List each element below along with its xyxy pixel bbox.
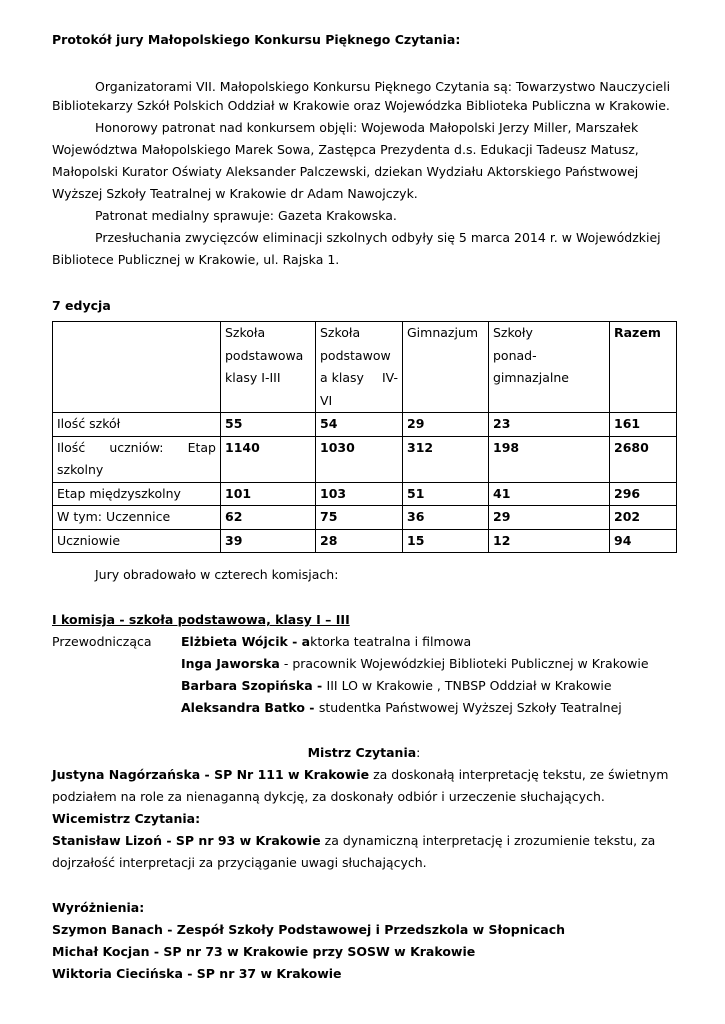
text-line: Przesłuchania zwycięzców eliminacji szkolnych odbyły się 5 marca 2014 r. w Wojewódzkiej — [95, 230, 661, 245]
cell-value: 198 — [489, 436, 610, 482]
cell-value: 39 — [221, 529, 316, 553]
table-header-row — [53, 322, 677, 413]
cell-value: 12 — [489, 529, 610, 553]
header-cell-total: Razem — [610, 322, 677, 413]
intro-paragraph-1 — [95, 76, 676, 98]
cell-value: 54 — [316, 413, 403, 437]
cell-value: 51 — [403, 482, 489, 506]
media-patron-line: Patronat medialny sprawuje: Gazeta Krakowska. — [95, 208, 397, 223]
jury-member: Elżbieta Wójcik - aktorka teatralna i filmowa — [181, 634, 472, 649]
commission-role: Przewodnicząca — [52, 634, 152, 649]
cell-value: 296 — [610, 482, 677, 506]
table-row — [53, 529, 677, 553]
cell-value: 23 — [489, 413, 610, 437]
table-row — [53, 436, 677, 482]
row-label: Uczniowie — [53, 529, 221, 553]
cell-value: 28 — [316, 529, 403, 553]
wyroznienia-heading: Wyróżnienia: — [52, 900, 145, 915]
cell-value: 312 — [403, 436, 489, 482]
text-line: Honorowy patronat nad konkursem objęli: Wojewoda Małopolski Jerzy Miller, Marszałek — [95, 120, 639, 135]
text-line: Małopolski Kurator Oświaty Aleksander Palczewski, dziekan Wydziału Aktorskiego Państwowej — [52, 164, 639, 179]
header-cell-primary-1-3: Szkoła podstawowa klasy I-III — [221, 322, 316, 413]
wicemistrz-line-1: Stanisław Lizoń - SP nr 93 w Krakowie za dynamiczną interpretację i zrozumienie tekstu, za — [52, 833, 656, 848]
cell-value: 41 — [489, 482, 610, 506]
cell-value: 202 — [610, 506, 677, 530]
page-title: Protokół jury Małopolskiego Konkursu Pięknego Czytania: — [52, 32, 461, 47]
commission-heading: I komisja - szkoła podstawowa, klasy I – III — [52, 612, 350, 627]
mistrz-line-2: podziałem na role za nienaganną dykcję, za doskonały odbiór i urzeczenie słuchających. — [52, 789, 605, 804]
jury-member: Aleksandra Batko - studentka Państwowej Wyższej Szkoły Teatralnej — [181, 700, 622, 715]
cell-value: 1030 — [316, 436, 403, 482]
header-cell-secondary: Szkoły ponad- gimnazjalne — [489, 322, 610, 413]
cell-value: 94 — [610, 529, 677, 553]
cell-value: 15 — [403, 529, 489, 553]
cell-value: 29 — [403, 413, 489, 437]
text-line: Bibliotece Publicznej w Krakowie, ul. Rajska 1. — [52, 252, 340, 267]
mistrz-heading: Mistrz Czytania: — [307, 745, 421, 760]
list-item: Szymon Banach - Zespół Szkoły Podstawowej i Przedszkola w Słopnicach — [52, 922, 566, 937]
header-cell-gimnazjum: Gimnazjum — [403, 322, 489, 413]
cell-value: 1140 — [221, 436, 316, 482]
row-label: Ilość uczniów: Etap szkolny — [53, 436, 221, 482]
wicemistrz-heading: Wicemistrz Czytania: — [52, 811, 201, 826]
row-label: Ilość szkół — [53, 413, 221, 437]
wicemistrz-line-2: dojrzałość interpretacji za przyciąganie uwagi słuchających. — [52, 855, 427, 870]
cell-value: 62 — [221, 506, 316, 530]
row-label: W tym: Uczennice — [53, 506, 221, 530]
jury-member: Barbara Szopińska - III LO w Krakowie , TNBSP Oddział w Krakowie — [181, 678, 612, 693]
cell-value: 75 — [316, 506, 403, 530]
jury-member: Inga Jaworska - pracownik Wojewódzkiej Biblioteki Publicznej w Krakowie — [181, 656, 649, 671]
cell-value: 29 — [489, 506, 610, 530]
text-line: Województwa Małopolskiego Marek Sowa, Zastępca Prezydenta d.s. Edukacji Tadeusz Matusz, — [52, 142, 639, 157]
mistrz-line-1: Justyna Nagórzańska - SP Nr 111 w Krakowie za doskonałą interpretację tekstu, ze świetnym — [52, 767, 669, 782]
cell-value: 55 — [221, 413, 316, 437]
edition-heading: 7 edycja — [52, 298, 111, 313]
text-line: Wyższej Szkoły Teatralnej w Krakowie dr Adam Nawojczyk. — [52, 186, 418, 201]
cell-value: 103 — [316, 482, 403, 506]
list-item: Wiktoria Ciecińska - SP nr 37 w Krakowie — [52, 966, 342, 981]
header-cell-primary-4-6: Szkoła podstawow a klasy IV- VI — [316, 322, 403, 413]
cell-value: 2680 — [610, 436, 677, 482]
list-item: Michał Kocjan - SP nr 73 w Krakowie przy SOSW w Krakowie — [52, 944, 476, 959]
text-line: Bibliotekarzy Szkół Polskich Oddział w Krakowie oraz Wojewódzka Biblioteka Publiczna w Krakowie. — [52, 98, 670, 113]
cell-value: 36 — [403, 506, 489, 530]
table-row — [53, 413, 677, 437]
table-row — [53, 506, 677, 530]
cell-value: 101 — [221, 482, 316, 506]
cell-value: 161 — [610, 413, 677, 437]
table-row — [53, 482, 677, 506]
jury-sentence: Jury obradowało w czterech komisjach: — [95, 567, 339, 582]
statistics-table — [52, 321, 677, 553]
row-label: Etap międzyszkolny — [53, 482, 221, 506]
text-line: Organizatorami VII. Małopolskiego Konkursu Pięknego Czytania są: Towarzystwo Nauczycieli — [95, 79, 671, 94]
header-cell-empty — [53, 322, 221, 413]
